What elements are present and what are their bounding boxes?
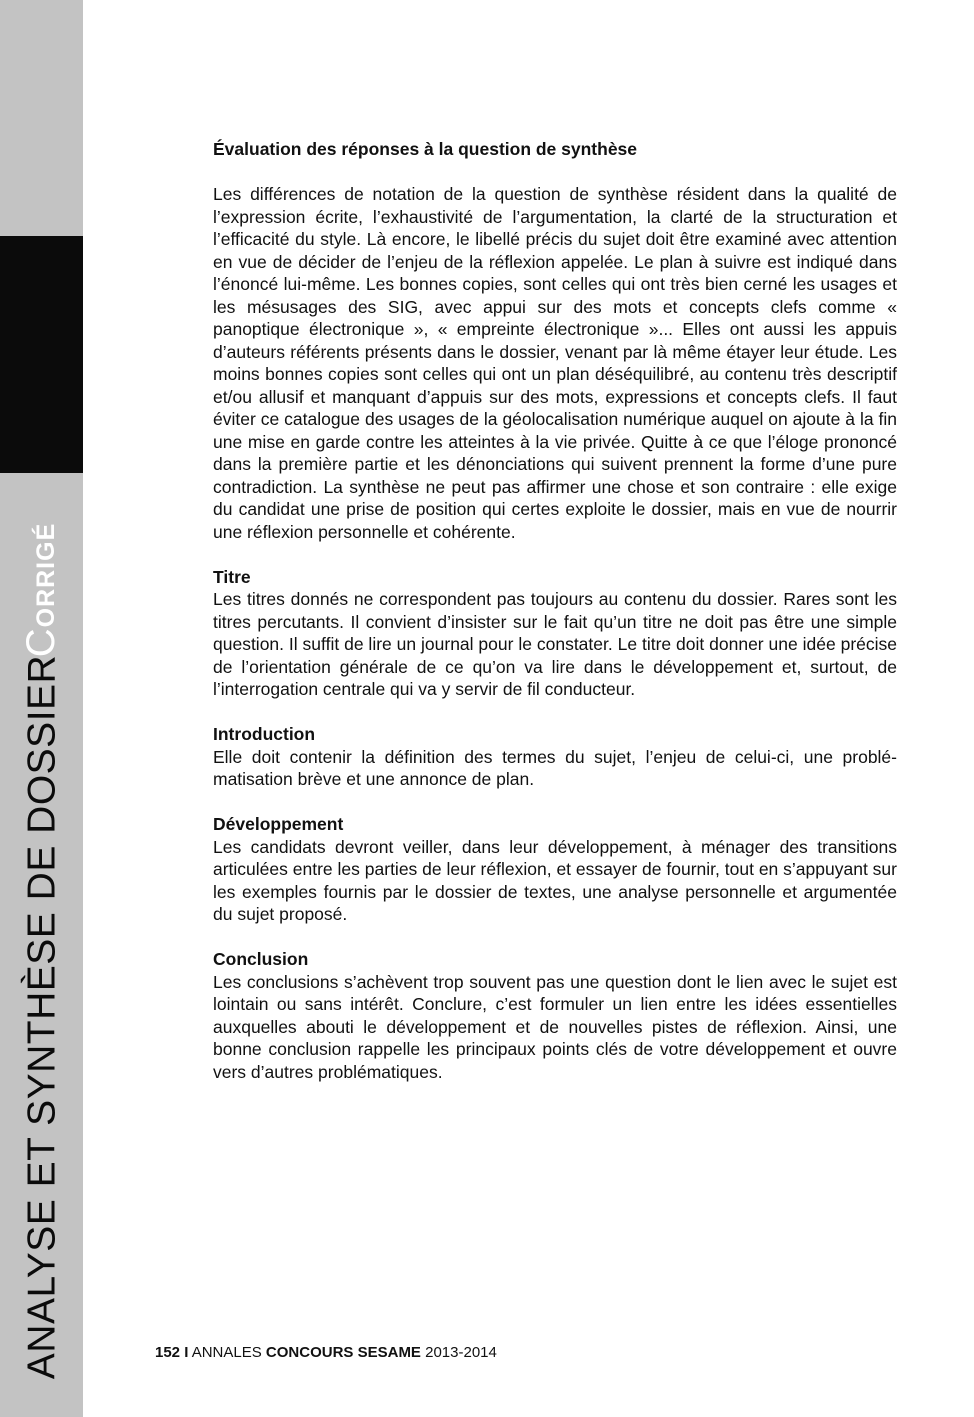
- corrige-tab: [0, 236, 83, 658]
- section-text-conclusion: Les conclusions s’achèvent trop souvent pas une question dont le lien avec le sujet est lointain ou sans intérêt. Conclure, c’est formuler un lien entre les idées essentielles auxquelles abouti le développement et de nouvelles pistes de réflexion. Ainsi, une bonne conclusion rappelle les principaux points clés de votre développement et ouvre vers d’autres problématiques.: [213, 971, 897, 1082]
- footer-separator: I: [184, 1344, 189, 1361]
- footer-annales: ANNALES: [191, 1344, 262, 1361]
- section-heading-conclusion: Conclusion: [213, 949, 309, 969]
- section-text-titre: Les titres donnés ne correspondent pas toujours au contenu du dossier. Rares sont les titres percutants. Il convient d’insister sur le fait qu’un titre ne doit pas être une simple question. Il suffit de lire un journal pour le constater. Le titre doit donner une idée précise de l’orientation générale de ce qu’on va lire dans le développement et, surtout, de l’interrogation centrale qui va y servir de fil conducteur.: [213, 589, 897, 699]
- page-footer: [155, 1344, 497, 1361]
- section-heading-developpement: Développement: [213, 814, 344, 834]
- section-text-introduction: Elle doit contenir la définition des termes du sujet, l’enjeu de celui-ci, une problématisation brève et une annonce de plan.: [213, 746, 897, 789]
- section-text-developpement: Les candidats devront veiller, dans leur développement, à ménager des transitions articulées entre les parties de leur réflexion, et essayer de fournir, tout en s’appuyant sur les exemples fournis par le dossier de textes, une analyse personnelle et argumentée du sujet proposé.: [213, 836, 897, 924]
- intro-paragraph: Les différences de notation de la question de synthèse résident dans la qualité de l’expression écrite, l’exhaustivité de l’argumentation, la clarté de la structuration et l’efficacité du style. Là encore, le libellé précis du sujet doit être examiné avec attention en vue de décider de l’enjeu de la réflexion appelée. Le plan à suivre est indiqué dans l’énoncé lui-même. Les bonnes copies, sont celles qui ont très bien cerné les usages et les mésusages des SIG, avec appui sur des mots et concepts clefs comme « panoptique électronique », « empreinte électronique »... Elles ont aussi les appuis d’auteurs référents présents dans le dossier, venant par là même étayer leur étude. Les moins bonnes copies sont celles qui ont un plan déséquilibré, au contenu très descriptif et/ou allusif et manquant d’appuis sur des mots, expressions et concepts clefs. Il faut éviter ce catalogue des usages de la géolocalisation numérique auquel on ajoute à la fin une mise en garde contre les atteintes à la vie privée. Quitte à ce que l’éloge prononcé dans la première partie et les dénonciations qui suivent prennent la forme d’une pure contradiction. La synthèse ne peut pas affirmer une chose et son contraire : elle exige du candidat une prise de position qui certes exploite le dossier, mais en vue de nourrir une réflexion personnelle et cohérente.: [213, 184, 897, 542]
- corrige-label: [21, 523, 61, 658]
- corrige-label-capital: C: [19, 627, 63, 658]
- section-title: ANALYSE ET SYNTHÈSE DE DOSSIER: [20, 654, 64, 1380]
- corrige-label-rest: ORRIGÉ: [32, 522, 60, 628]
- page-title: Évaluation des réponses à la question de synthèse: [213, 139, 638, 159]
- page-number: 152: [155, 1344, 181, 1361]
- section-heading-titre: Titre: [213, 566, 251, 587]
- footer-concours: CONCOURS SESAME: [265, 1344, 421, 1361]
- main-content: [213, 138, 897, 1083]
- sidebar: [0, 0, 83, 1417]
- section-heading-introduction: Introduction: [213, 724, 316, 744]
- footer-years: 2013-2014: [425, 1344, 497, 1361]
